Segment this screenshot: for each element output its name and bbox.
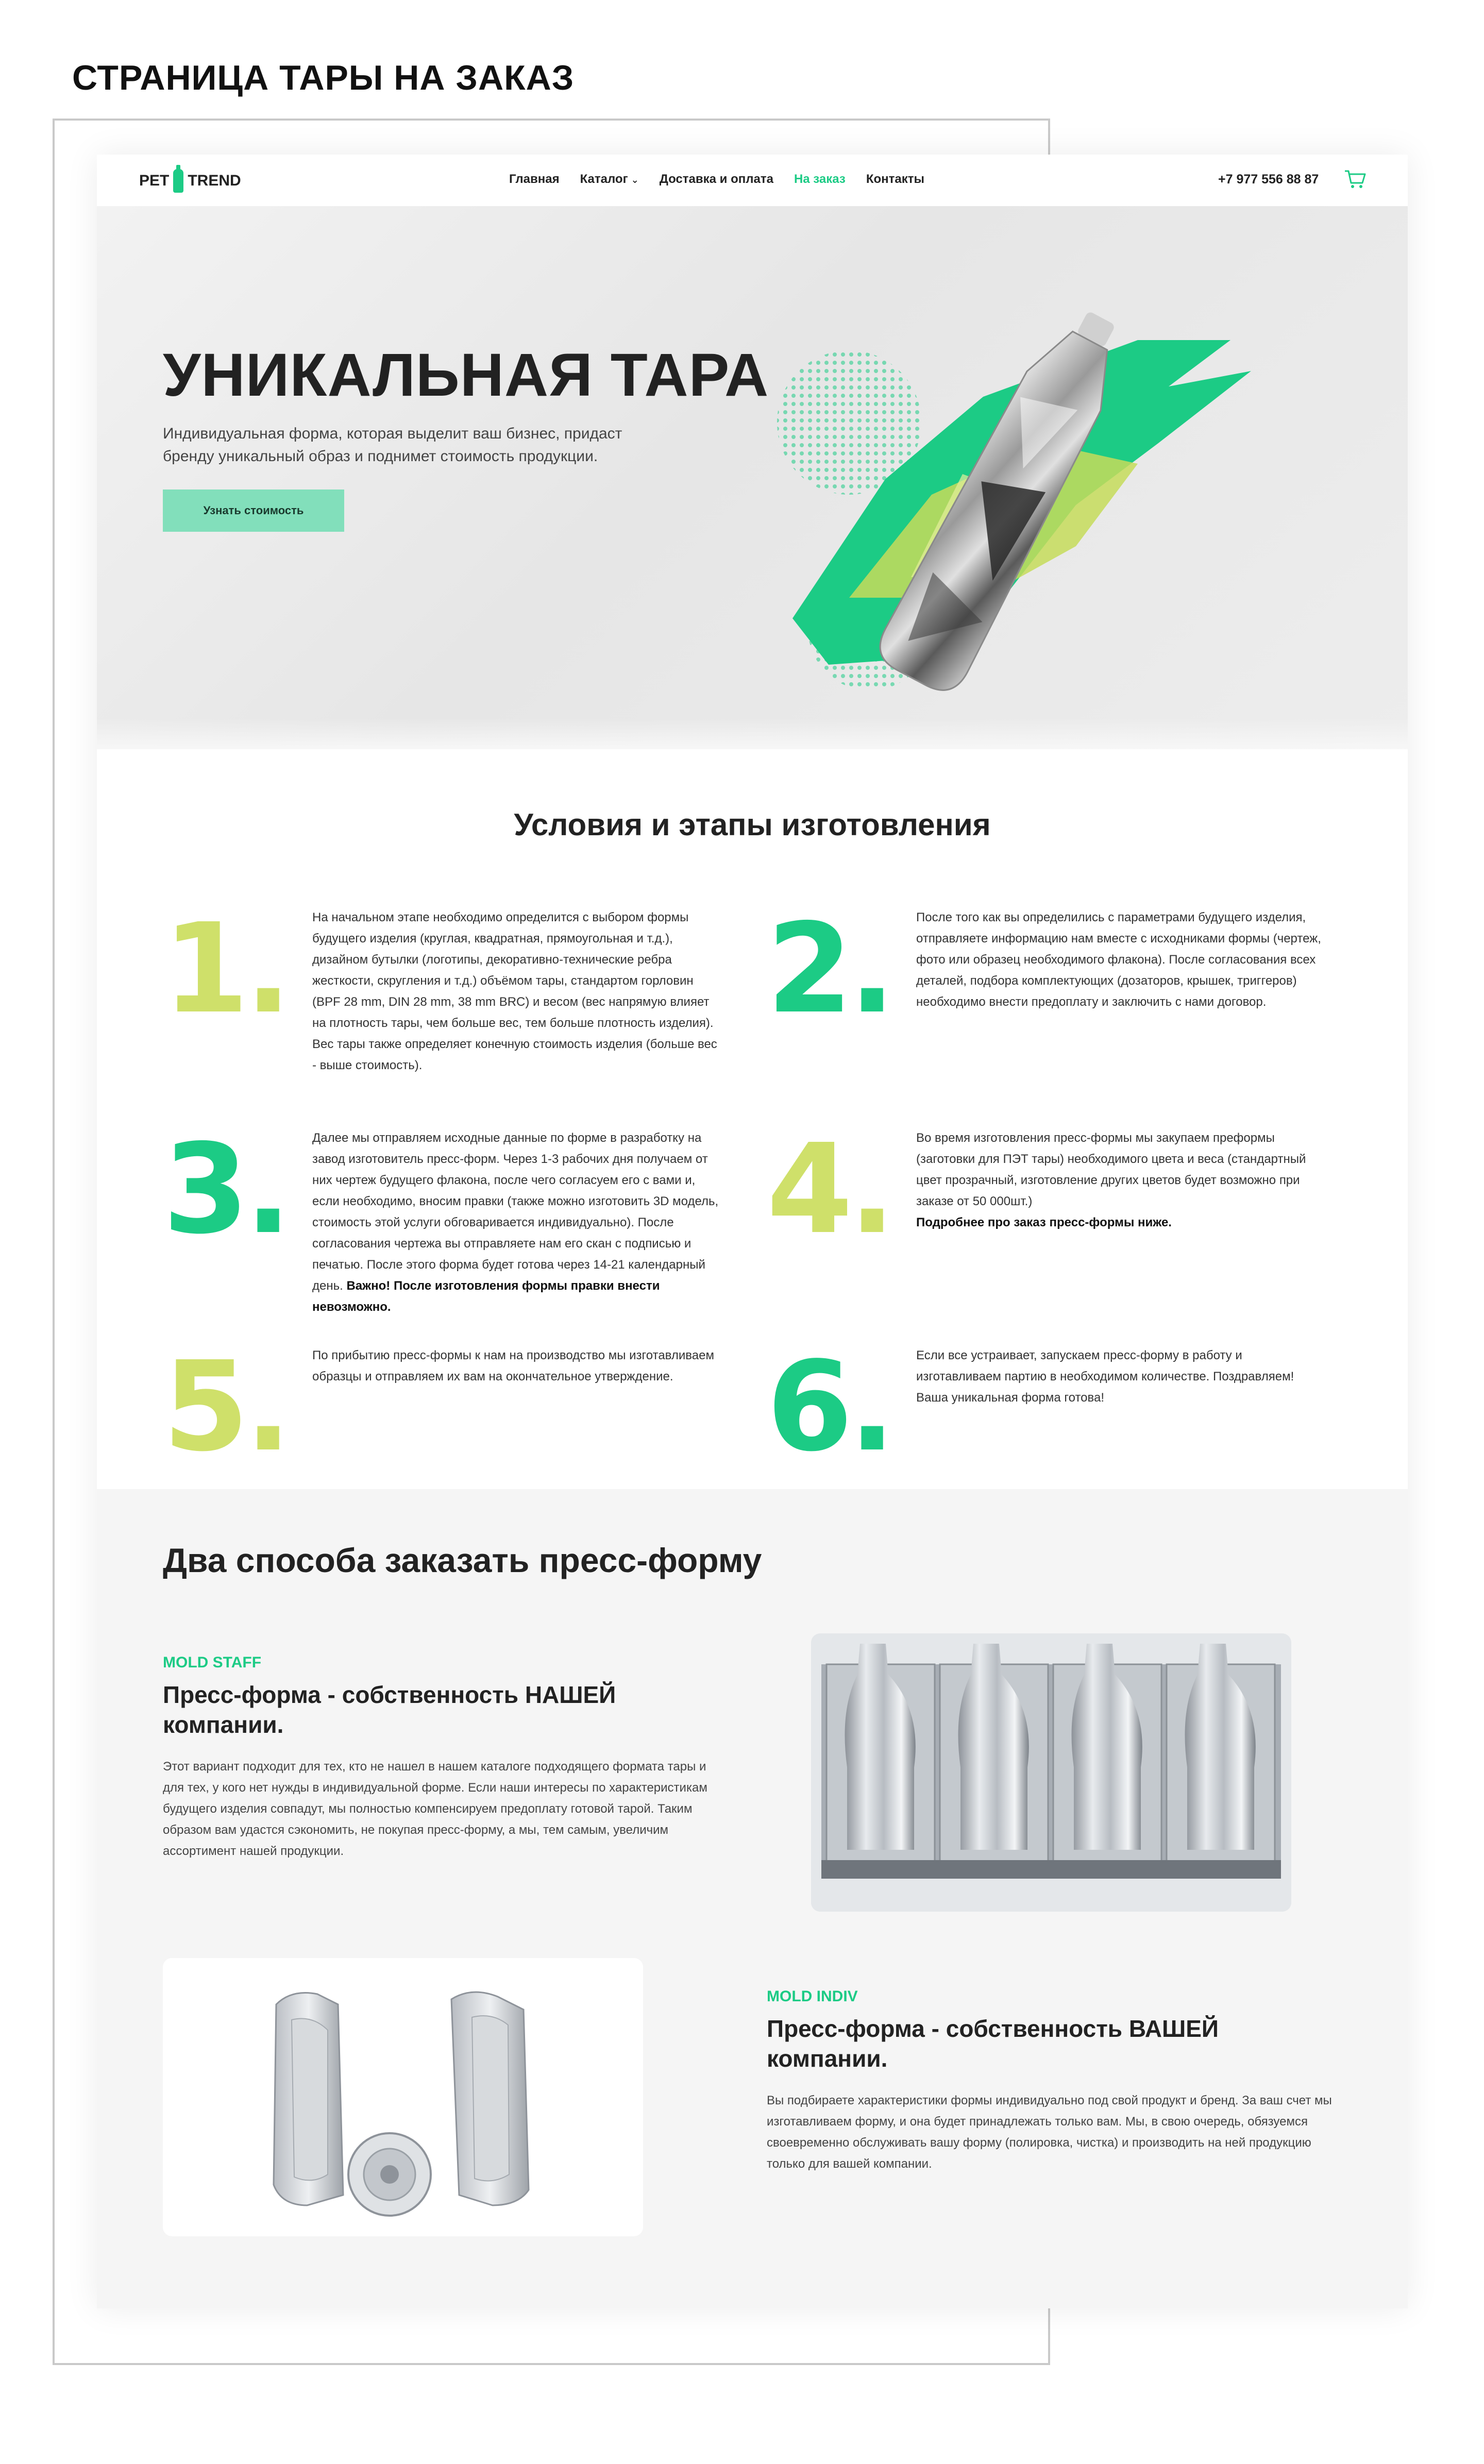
step-text <box>916 1345 1328 1408</box>
step-number: 4. <box>767 1117 892 1261</box>
step-text-body: По прибытию пресс-формы к нам на производство мы изготавливаем образцы и отправляем их вам на окончательное утверждение. <box>312 1348 714 1383</box>
step-text-body: Далее мы отправляем исходные данные по форме в разработку на завод изготовитель пресс-форм. Через 1-3 рабочих дня получаем от них чертеж будущего флакона, после чего согласуем его с вами и, если необходимо, вносим правки (также можно изготовить 3D модель, стоимость этой услуги обговаривается индивидуально). После согласования чертежа вы отправляете нам его скан с подписью и печатью. После этого форма будет готова через 14-21 календарный день. <box>312 1131 719 1293</box>
open-mold-photo <box>163 1958 643 2236</box>
order-title: Два способа заказать пресс-форму <box>163 1541 762 1579</box>
mold-staff-tag: MOLD STAFF <box>163 1654 262 1671</box>
step-text <box>312 907 724 1076</box>
step-5 <box>163 1335 730 1479</box>
step-number: 3. <box>163 1117 288 1261</box>
get-price-button[interactable]: Узнать стоимость <box>163 490 344 532</box>
phone-number[interactable]: +7 977 556 88 87 <box>1218 172 1319 187</box>
mold-indiv-tag: MOLD INDIV <box>767 1988 858 2005</box>
nav-item-home[interactable]: Главная <box>509 172 560 186</box>
step-number: 1. <box>163 897 288 1041</box>
step-text-body: Во время изготовления пресс-формы мы закупаем преформы (заготовки для ПЭТ тары) необходимого цвета и веса (стандартный цвет прозрачный, изготовление других цветов будет возможно при заказе от 50 000шт.) <box>916 1131 1306 1208</box>
step-2 <box>767 897 1334 1082</box>
mold-indiv-heading: Пресс-форма - собственность ВАШЕЙ компании. <box>767 2015 1219 2072</box>
logo-left-text: PET <box>139 172 170 189</box>
logo-right-text: TREND <box>188 172 241 189</box>
step-text-body: После того как вы определились с параметрами будущего изделия, отправляете информацию нам вместе с исходниками формы (чертеж, фото или образец необходимого флакона). После согласования всех деталей, подбора комплектующих (дозаторов, крышек, триггеров) необходимо внести предоплату и заключить с нами договор. <box>916 910 1321 1009</box>
steps-title: Условия и этапы изготовления <box>514 807 991 842</box>
step-text <box>916 1127 1328 1233</box>
step-number: 6. <box>767 1335 892 1479</box>
site-header <box>97 155 1408 206</box>
main-nav <box>509 172 924 187</box>
step-6 <box>767 1335 1334 1479</box>
cart-icon[interactable] <box>1344 169 1367 190</box>
mold-staff-text: Этот вариант подходит для тех, кто не нашел в нашем каталоге подходящего формата тары и для тех, у кого нет нужды в индивидуальной форме. Если наши интересы по характеристикам будущего изделия совпадут, мы полностью компенсируем предоплату готовой тарой. Таким образом вам удастся сэкономить, не покупая пресс-форму, а мы, тем самым, увеличим ассортимент нашей продукции. <box>163 1760 707 1858</box>
nav-item-custom-order[interactable]: На заказ <box>794 172 846 186</box>
hero-text: Индивидуальная форма, которая выделит ваш бизнес, придаст бренду уникальный образ и поднимет стоимость продукции. <box>163 425 622 465</box>
site-mockup <box>97 155 1408 2308</box>
step-text <box>916 907 1328 1012</box>
step-number: 5. <box>163 1335 288 1479</box>
page-caption: СТРАНИЦА ТАРЫ НА ЗАКАЗ <box>72 58 575 97</box>
step-3 <box>163 1117 730 1323</box>
nav-item-contacts[interactable]: Контакты <box>866 172 924 186</box>
step-text-body: На начальном этапе необходимо определится с выбором формы будущего изделия (круглая, квадратная, прямоугольная и т.д.), дизайном бутылки (логотипы, декоративно-технические ребра жесткости, скругления и т.д.) объёмом тары, стандартом горловин (BPF 28 mm, DIN 28 mm, 38 mm BRC) и весом (вес напрямую влияет на плотность тары, чем больше вес, тем больше плотность изделия). Вес тары также определяет конечную стоимость изделия (больше вес - выше стоимость). <box>312 910 717 1072</box>
logo[interactable] <box>139 169 241 193</box>
hero-title: УНИКАЛЬНАЯ ТАРА <box>163 341 769 409</box>
step-4 <box>767 1117 1334 1323</box>
step-text <box>312 1345 724 1387</box>
mold-staff-heading: Пресс-форма - собственность НАШЕЙ компании. <box>163 1681 616 1738</box>
order-methods-section <box>97 1489 1408 2308</box>
nav-item-delivery[interactable]: Доставка и оплата <box>659 172 773 186</box>
step-text-body: Если все устраивает, запускаем пресс-форму в работу и изготавливаем партию в необходимом количестве. Поздравляем! Ваша уникальная форма готова! <box>916 1348 1294 1405</box>
mold-indiv-text: Вы подбираете характеристики формы индивидуально под свой продукт и бренд. За ваш счет мы изготавливаем форму, и она будет принадлежать только вам. Мы, в свою очередь, обязуемся своевременно обслуживать вашу форму (полировка, чистка) и производить на ней продукцию только для вашей компании. <box>767 2094 1332 2171</box>
step-text <box>312 1127 724 1318</box>
hero-bottle-illustration <box>715 309 1282 701</box>
nav-item-catalog[interactable] <box>580 172 639 187</box>
step-number: 2. <box>767 897 892 1041</box>
hero-section <box>97 206 1408 749</box>
step-text-bold: Важно! После изготовления формы правки внести невозможно. <box>312 1279 660 1314</box>
step-1 <box>163 897 730 1082</box>
press-mold-photo <box>811 1633 1291 1912</box>
chevron-down-icon: ⌄ <box>631 175 639 185</box>
step-text-bold[interactable]: Подробнее про заказ пресс-формы ниже. <box>916 1216 1172 1229</box>
hero-bottom-fade <box>97 718 1408 749</box>
bottle-logo-icon <box>173 169 183 193</box>
nav-item-catalog-label: Каталог <box>580 172 628 186</box>
